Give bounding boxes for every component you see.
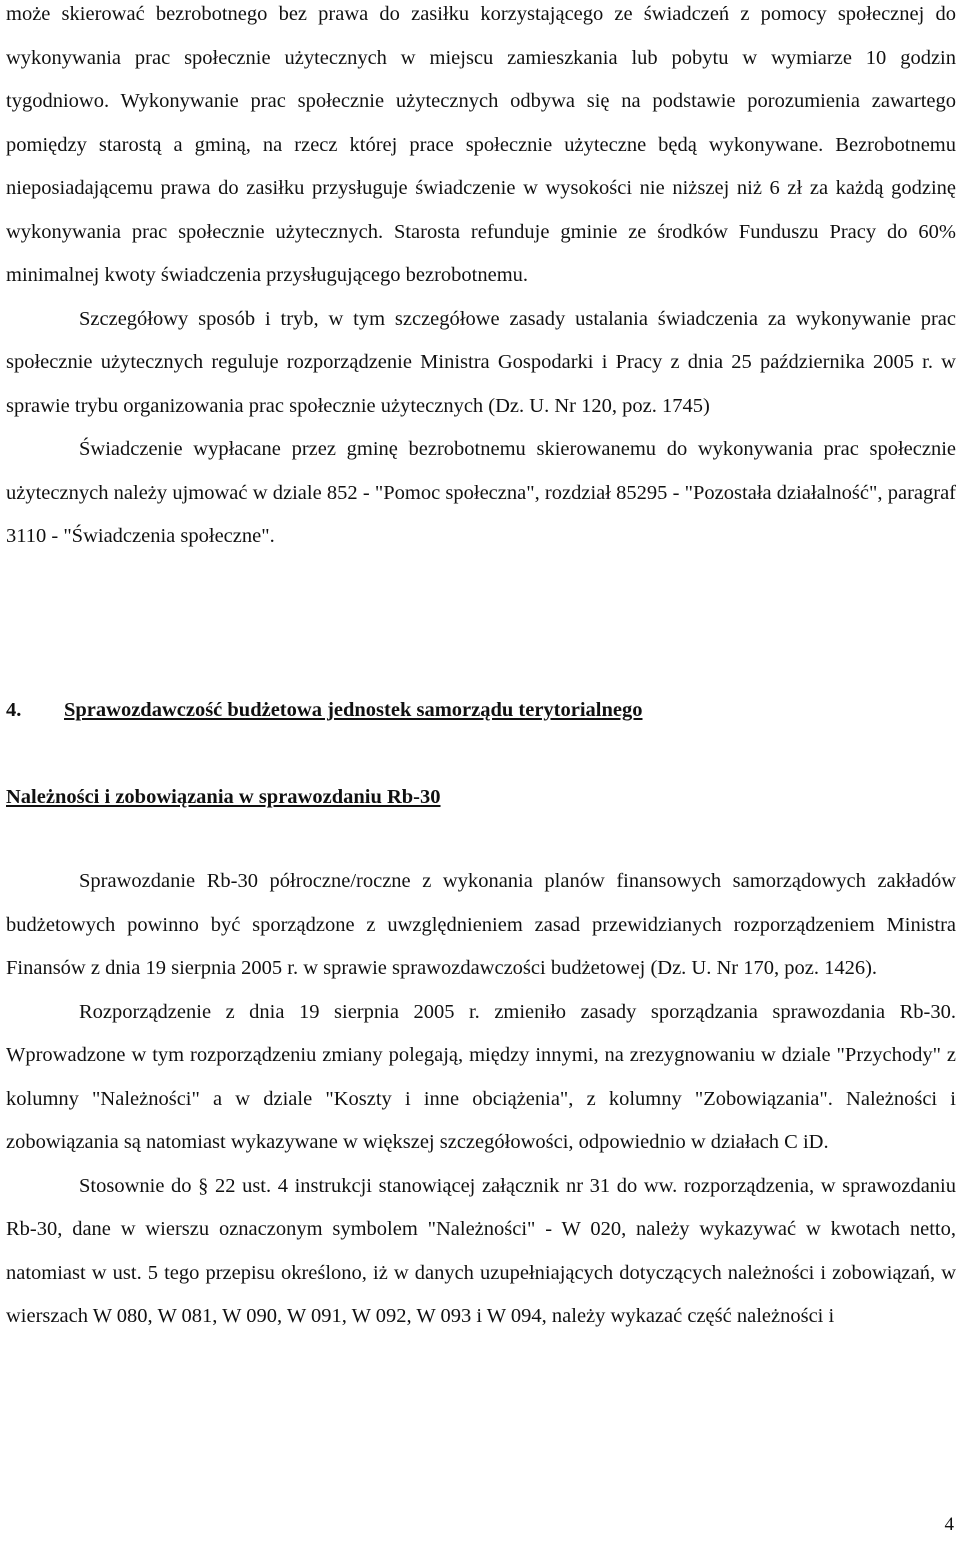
section-title: Sprawozdawczość budżetowa jednostek samorządu terytorialnego xyxy=(64,699,643,721)
page-number: 4 xyxy=(944,1514,954,1535)
paragraph-rb30-instructions: Stosownie do § 22 ust. 4 instrukcji stanowiącej załącznik nr 31 do ww. rozporządzenia, w sprawozdaniu Rb-30, dane w wierszu oznaczonym symbolem "Należności" - W 020, należy wykazywać w kwotach netto, natomiast w ust. 5 tego przepisu określono, iż w danych uzupełniających dotyczących należności i zobowiązań, w wierszach W 080, W 081, W 090, W 091, W 092, W 093 i W 094, należy wykazać część należności i xyxy=(6,1174,956,1327)
body-text-bottom xyxy=(6,860,956,1339)
section-number: 4. xyxy=(6,699,22,721)
subsection-heading: Należności i zobowiązania w sprawozdaniu Rb-30 xyxy=(6,786,441,808)
section-heading xyxy=(6,695,643,725)
paragraph-regulation: Szczegółowy sposób i tryb, w tym szczegółowe zasady ustalania świadczenia za wykonywanie prac społecznie użytecznych reguluje rozporządzenie Ministra Gospodarki i Pracy z dnia 25 października 2005 r. w sprawie trybu organizowania prac społecznie użytecznych (Dz. U. Nr 120, poz. 1745) xyxy=(6,307,956,417)
paragraph-benefit-classification: Świadczenie wypłacane przez gminę bezrobotnemu skierowanemu do wykonywania prac społecznie użytecznych należy ujmować w dziale 852 - "Pomoc społeczna", rozdział 85295 - "Pozostała działalność", paragraf 3110 - "Świadczenia społeczne". xyxy=(6,438,956,547)
paragraph-continuation: może skierować bezrobotnego bez prawa do zasiłku korzystającego ze świadczeń z pomocy społecznej do wykonywania prac społecznie użytecznych w miejscu zamieszkania lub pobytu w wymiarze 10 godzin tygodniowo. Wykonywanie prac społecznie użytecznych odbywa się na podstawie porozumienia zawartego pomiędzy starostą a gminą, na rzecz której prace społecznie użyteczne będą wykonywane. Bezrobotnemu nieposiadającemu prawa do zasiłku przysługuje świadczenie w wysokości nie niższej niż 6 zł za każdą godzinę wykonywania prac społecznie użytecznych. Starosta refunduje gminie ze środków Funduszu Pracy do 60% minimalnej kwoty świadczenia przysługującego bezrobotnemu. xyxy=(6,3,956,286)
body-text-top xyxy=(6,0,956,559)
paragraph-rb30-changes: Rozporządzenie z dnia 19 sierpnia 2005 r. zmieniło zasady sporządzania sprawozdania Rb-30. Wprowadzone w tym rozporządzeniu zmiany polegają, między innymi, na zrezygnowaniu w dziale "Przychody" z kolumny "Należności" a w dziale "Koszty i inne obciążenia", z kolumny "Zobowiązania". Należności i zobowiązania są natomiast wykazywane w większej szczegółowości, odpowiednio w działach C iD. xyxy=(6,1000,956,1153)
paragraph-rb30-report: Sprawozdanie Rb-30 półroczne/roczne z wykonania planów finansowych samorządowych zakładów budżetowych powinno być sporządzone z uwzględnieniem zasad przewidzianych rozporządzeniem Ministra Finansów z dnia 19 sierpnia 2005 r. w sprawie sprawozdawczości budżetowej (Dz. U. Nr 170, poz. 1426). xyxy=(6,870,956,979)
